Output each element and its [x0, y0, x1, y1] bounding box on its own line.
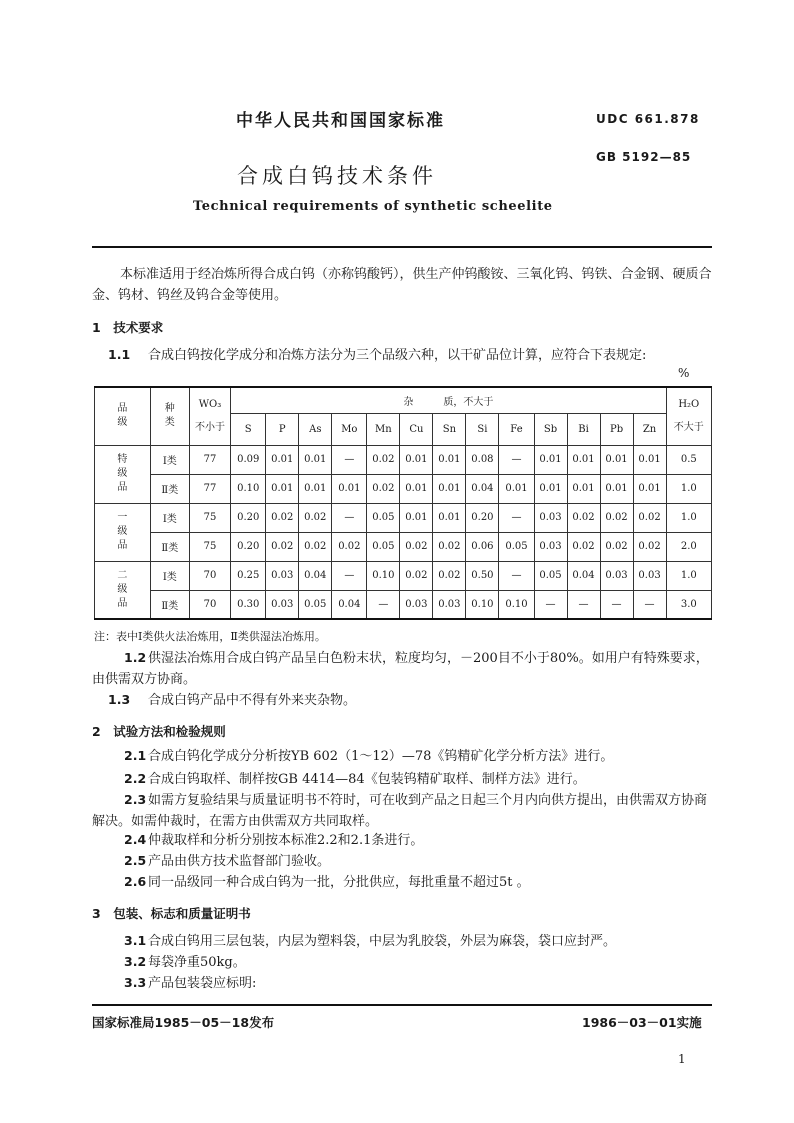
- impurity-cell: 0.09: [231, 445, 266, 474]
- clause-number: 3.2: [124, 954, 147, 969]
- clause: [92, 871, 716, 893]
- impurity-cell: 0.05: [534, 561, 567, 590]
- clause-text: 合成白钨用三层包装，内层为塑料袋，中层为乳胶袋，外层为麻袋，袋口应封严。: [148, 934, 617, 949]
- type-cell: Ⅱ类: [150, 532, 189, 561]
- clause-number: 2.3: [124, 792, 147, 807]
- standard-authority-title: 中华人民共和国国家标准: [236, 111, 445, 131]
- table-note: 注：表中Ⅰ类供火法冶炼用，Ⅱ类供湿法冶炼用。: [94, 630, 326, 643]
- footer-divider: [92, 1004, 712, 1006]
- section-1-heading: 1 技术要求: [92, 320, 164, 335]
- clause-text: 合成白钨按化学成分和冶炼方法分为三个品级六种，以干矿品位计算，应符合下表规定:: [148, 348, 647, 363]
- impurity-cell: —: [332, 561, 367, 590]
- section-2-heading: 2 试验方法和检验规则: [92, 724, 226, 739]
- clause-1-1: [108, 344, 718, 366]
- table-row: [95, 532, 712, 561]
- wo3-cell: 77: [189, 474, 230, 503]
- impurity-cell: 0.01: [299, 474, 332, 503]
- impurity-cell: 0.20: [231, 532, 266, 561]
- wo3-cell: 75: [189, 503, 230, 532]
- wo3-cell: 70: [189, 561, 230, 590]
- impurity-cell: 0.02: [633, 503, 666, 532]
- impurity-cell: 0.02: [367, 445, 400, 474]
- impurity-cell: —: [633, 590, 666, 619]
- impurity-cell: 0.02: [567, 532, 600, 561]
- impurity-cell: 0.03: [534, 532, 567, 561]
- type-cell: Ⅰ类: [150, 445, 189, 474]
- clause-number: 3.1: [124, 933, 147, 948]
- table-row: [95, 561, 712, 590]
- impurity-cell: 0.02: [299, 503, 332, 532]
- element-header: Fe: [499, 413, 534, 445]
- impurity-cell: 0.01: [433, 445, 466, 474]
- clause: [92, 829, 716, 851]
- document-title: 合成白钨技术条件: [237, 164, 437, 188]
- element-header: Si: [466, 413, 499, 445]
- clause-text: 仲裁取样和分析分别按本标准2.2和2.1条进行。: [148, 833, 424, 848]
- composition-table: [94, 386, 712, 620]
- impurity-cell: 0.25: [231, 561, 266, 590]
- clause: [92, 789, 716, 832]
- table-row: [95, 503, 712, 532]
- element-header: Pb: [600, 413, 633, 445]
- header-type: 种类: [150, 387, 189, 445]
- grade-cell: 二级品: [95, 561, 151, 619]
- element-header: Sn: [433, 413, 466, 445]
- impurity-cell: 0.01: [266, 445, 299, 474]
- header-divider: [92, 246, 712, 248]
- element-header: Sb: [534, 413, 567, 445]
- udc-code: UDC 661.878: [596, 112, 700, 126]
- impurity-cell: 0.50: [466, 561, 499, 590]
- impurity-cell: 0.02: [400, 561, 433, 590]
- impurity-cell: —: [499, 445, 534, 474]
- clause: [92, 768, 716, 790]
- impurity-cell: 0.01: [433, 474, 466, 503]
- impurity-cell: 0.03: [266, 590, 299, 619]
- clause-text: 合成白钨取样、制样按GB 4414—84《包装钨精矿取样、制样方法》进行。: [148, 772, 586, 787]
- element-header: P: [266, 413, 299, 445]
- clause-text: 产品包装袋应标明:: [148, 976, 257, 991]
- impurity-cell: 0.01: [400, 445, 433, 474]
- impurity-cell: 0.01: [332, 474, 367, 503]
- impurity-cell: 0.03: [534, 503, 567, 532]
- impurity-cell: 0.02: [299, 532, 332, 561]
- impurity-cell: 0.01: [600, 474, 633, 503]
- clause-number: 1.2: [124, 650, 147, 665]
- clause-text: 每袋净重50kg。: [148, 955, 246, 970]
- impurity-cell: 0.01: [633, 445, 666, 474]
- impurity-cell: 0.03: [433, 590, 466, 619]
- impurity-cell: 0.02: [433, 561, 466, 590]
- impurity-cell: —: [534, 590, 567, 619]
- element-header: S: [231, 413, 266, 445]
- header-impurity: 杂 质，不大于: [231, 387, 666, 413]
- clause: [92, 930, 716, 952]
- h2o-cell: 0.5: [666, 445, 711, 474]
- impurity-cell: 0.04: [332, 590, 367, 619]
- wo3-cell: 77: [189, 445, 230, 474]
- element-header: As: [299, 413, 332, 445]
- wo3-cell: 75: [189, 532, 230, 561]
- h2o-cell: 1.0: [666, 474, 711, 503]
- page-number: 1: [678, 1052, 686, 1066]
- grade-cell: 特级品: [95, 445, 151, 503]
- impurity-cell: —: [600, 590, 633, 619]
- impurity-cell: 0.01: [567, 474, 600, 503]
- impurity-cell: 0.02: [266, 532, 299, 561]
- clause-text: 供湿法冶炼用合成白钨产品呈白色粉末状，粒度均匀，－200目不小于80%。如用户有特殊要求，由供需双方协商。: [92, 651, 709, 687]
- impurity-cell: 0.06: [466, 532, 499, 561]
- impurity-cell: 0.02: [332, 532, 367, 561]
- clause-number: 2.4: [124, 832, 147, 847]
- table-row: [95, 474, 712, 503]
- element-header: Cu: [400, 413, 433, 445]
- intro-paragraph: 本标准适用于经冶炼所得合成白钨（亦称钨酸钙），供生产仲钨酸铵、三氧化钨、钨铁、合金钢、硬质合金、钨材、钨丝及钨合金等使用。: [92, 267, 712, 303]
- impurity-cell: 0.01: [433, 503, 466, 532]
- table-row: [95, 590, 712, 619]
- impurity-cell: —: [332, 503, 367, 532]
- impurity-cell: —: [367, 590, 400, 619]
- clause: [92, 972, 716, 994]
- clause-number: 2.2: [124, 771, 147, 786]
- clause-number: 2.6: [124, 874, 147, 889]
- clause-number: 1.1: [108, 347, 131, 362]
- element-header: Mo: [332, 413, 367, 445]
- impurity-cell: 0.05: [367, 503, 400, 532]
- impurity-cell: 0.02: [600, 503, 633, 532]
- clause-number: 3.3: [124, 975, 147, 990]
- type-cell: Ⅰ类: [150, 503, 189, 532]
- h2o-cell: 2.0: [666, 532, 711, 561]
- impurity-cell: 0.02: [633, 532, 666, 561]
- impurity-cell: 0.02: [600, 532, 633, 561]
- impurity-cell: —: [567, 590, 600, 619]
- wo3-cell: 70: [189, 590, 230, 619]
- header-wo3: WO₃ 不小于: [189, 387, 230, 445]
- clause-1-3: [108, 689, 718, 711]
- h2o-cell: 1.0: [666, 503, 711, 532]
- h2o-cell: 3.0: [666, 590, 711, 619]
- impurity-cell: 0.04: [466, 474, 499, 503]
- impurity-cell: 0.10: [499, 590, 534, 619]
- impurity-cell: 0.01: [400, 503, 433, 532]
- impurity-cell: 0.02: [400, 532, 433, 561]
- impurity-cell: 0.05: [299, 590, 332, 619]
- clause-number: 2.1: [124, 748, 147, 763]
- impurity-cell: 0.03: [266, 561, 299, 590]
- type-cell: Ⅱ类: [150, 590, 189, 619]
- impurity-cell: 0.20: [466, 503, 499, 532]
- impurity-cell: 0.01: [567, 445, 600, 474]
- impurity-cell: 0.01: [299, 445, 332, 474]
- clause-text: 合成白钨化学成分分析按YB 602（1～12）—78《钨精矿化学分析方法》进行。: [148, 749, 614, 764]
- impurity-cell: 0.01: [600, 445, 633, 474]
- unit-label: %: [678, 366, 690, 380]
- impurity-cell: 0.01: [400, 474, 433, 503]
- impurity-cell: 0.10: [466, 590, 499, 619]
- clause-text: 如需方复验结果与质量证明书不符时，可在收到产品之日起三个月内向供方提出，由供需双方协商解决。如需仲裁时，在需方由供需双方共同取样。: [92, 793, 708, 829]
- impurity-cell: 0.05: [367, 532, 400, 561]
- impurity-cell: 0.30: [231, 590, 266, 619]
- clause: [92, 850, 716, 872]
- clause-text: 同一品级同一种合成白钨为一批，分批供应，每批重量不超过5t 。: [148, 875, 530, 890]
- impurity-cell: 0.01: [534, 445, 567, 474]
- effective-date: 1986－03－01实施: [582, 1015, 702, 1030]
- header-grade: 品级: [95, 387, 151, 445]
- clause: [92, 951, 716, 973]
- impurity-cell: 0.01: [266, 474, 299, 503]
- impurity-cell: —: [499, 503, 534, 532]
- impurity-cell: 0.02: [266, 503, 299, 532]
- english-title: Technical requirements of synthetic scheelite: [193, 199, 553, 214]
- gb-number: GB 5192—85: [596, 150, 692, 164]
- impurity-cell: 0.01: [499, 474, 534, 503]
- impurity-cell: 0.10: [231, 474, 266, 503]
- h2o-cell: 1.0: [666, 561, 711, 590]
- clause: [92, 745, 716, 767]
- clause-number: 2.5: [124, 853, 147, 868]
- table-row: [95, 445, 712, 474]
- impurity-cell: 0.01: [534, 474, 567, 503]
- impurity-cell: 0.02: [367, 474, 400, 503]
- clause-text: 合成白钨产品中不得有外来夹杂物。: [148, 693, 357, 708]
- impurity-cell: —: [332, 445, 367, 474]
- type-cell: Ⅰ类: [150, 561, 189, 590]
- grade-cell: 一级品: [95, 503, 151, 561]
- impurity-cell: —: [499, 561, 534, 590]
- impurity-cell: 0.03: [600, 561, 633, 590]
- impurity-cell: 0.20: [231, 503, 266, 532]
- header-h2o: H₂O 不大于: [666, 387, 711, 445]
- impurity-cell: 0.03: [633, 561, 666, 590]
- clause-1-2: [92, 647, 716, 690]
- element-header: Bi: [567, 413, 600, 445]
- impurity-cell: 0.01: [633, 474, 666, 503]
- impurity-cell: 0.10: [367, 561, 400, 590]
- impurity-cell: 0.08: [466, 445, 499, 474]
- impurity-cell: 0.02: [433, 532, 466, 561]
- clause-text: 产品由供方技术监督部门验收。: [148, 854, 331, 869]
- element-header: Mn: [367, 413, 400, 445]
- impurity-cell: 0.03: [400, 590, 433, 619]
- impurity-cell: 0.04: [567, 561, 600, 590]
- type-cell: Ⅱ类: [150, 474, 189, 503]
- clause-number: 1.3: [108, 692, 131, 707]
- section-3-heading: 3 包装、标志和质量证明书: [92, 906, 251, 921]
- impurity-cell: 0.04: [299, 561, 332, 590]
- impurity-cell: 0.05: [499, 532, 534, 561]
- element-header: Zn: [633, 413, 666, 445]
- impurity-cell: 0.02: [567, 503, 600, 532]
- issue-date: 国家标准局1985－05－18发布: [92, 1015, 275, 1030]
